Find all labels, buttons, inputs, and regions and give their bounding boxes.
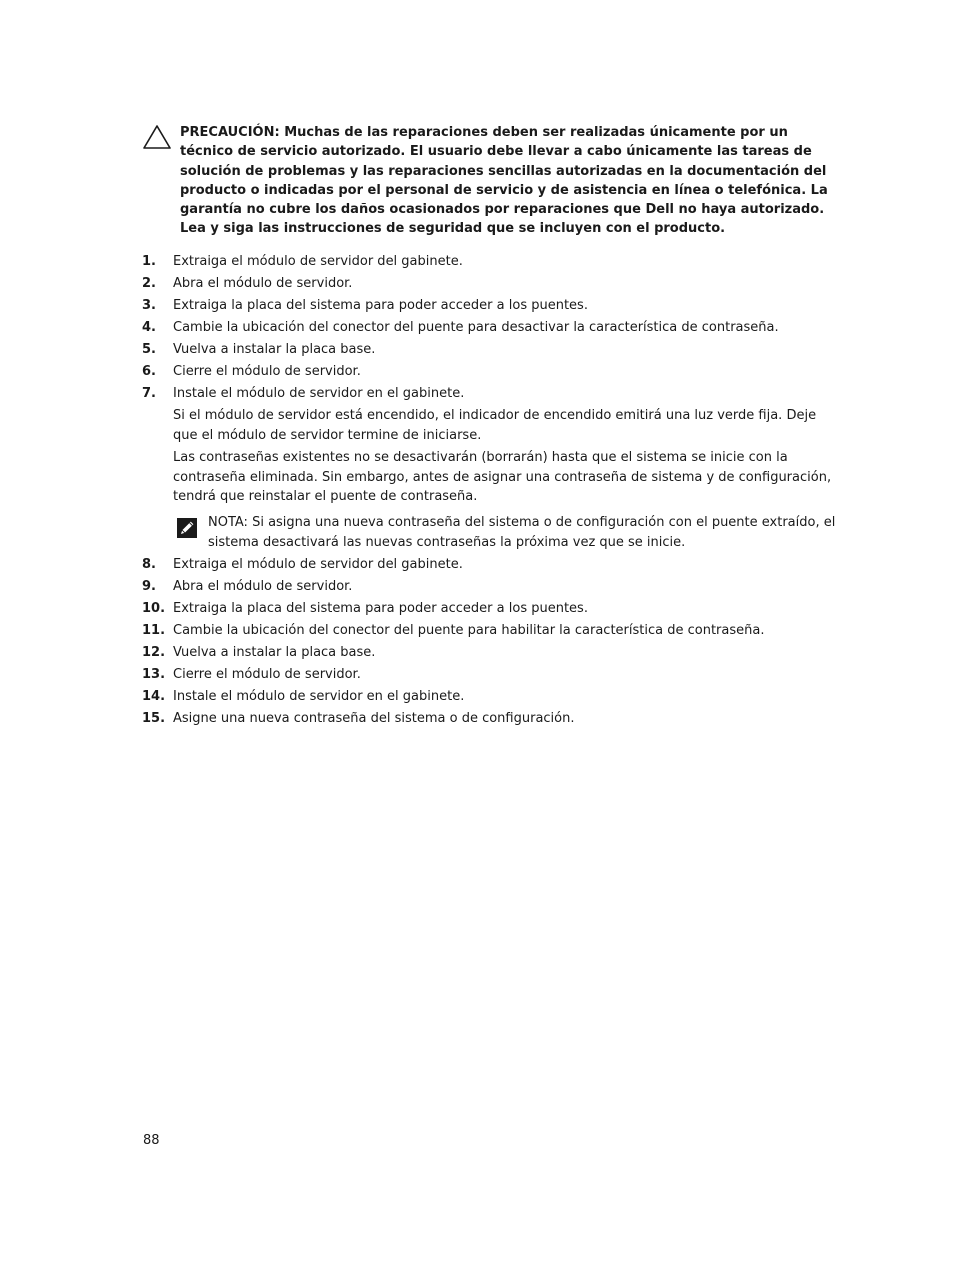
list-item [142, 362, 842, 382]
step-number: 4. [142, 320, 156, 335]
step-text: Abra el módulo de servidor. [173, 276, 353, 291]
step-text: Abra el módulo de servidor. [173, 578, 353, 594]
step-number: 2. [142, 276, 156, 291]
step-paragraph: Las contraseñas existentes no se desactivarán (borrarán) hasta que el sistema se inicie con la contraseña eliminada. Sin embargo, antes de asignar una contraseña de sistema y de configuración, tendrá que reinstalar el puente de contraseña. [173, 450, 832, 504]
list-item [142, 340, 842, 360]
step-text: Cierre el módulo de servidor. [173, 364, 361, 379]
step-number: 15. [142, 710, 166, 726]
step-number: 8. [142, 556, 156, 572]
list-item [142, 274, 842, 294]
procedure-steps [142, 252, 842, 731]
step-number: 7. [142, 386, 156, 401]
list-item [142, 709, 842, 729]
note-text [208, 513, 842, 553]
step-number: 13. [142, 666, 166, 682]
step-number: 10. [142, 600, 166, 616]
page-number: 88 [143, 1133, 160, 1148]
list-item [142, 555, 842, 575]
step-text: Vuelva a instalar la placa base. [173, 644, 376, 660]
step-text: Cierre el módulo de servidor. [173, 666, 361, 682]
list-item [142, 252, 842, 272]
step-text: Instale el módulo de servidor en el gabinete. [173, 688, 465, 704]
caution-text: PRECAUCIÓN: Muchas de las reparaciones deben ser realizadas únicamente por un técnico de servicio autorizado. El usuario debe llevar a cabo únicamente las tareas de solución de problemas y las reparaciones sencillas autorizadas en la documentación del producto o indicadas por el personal de servicio y de asistencia en línea o telefónica. La garantía no cubre los daños ocasionados por reparaciones que Dell no haya autorizado. Lea y siga las instrucciones de seguridad que se incluyen con el producto. [180, 125, 828, 237]
step-number: 6. [142, 364, 156, 379]
list-item [142, 577, 842, 597]
step-number: 3. [142, 298, 156, 313]
step-text: Cambie la ubicación del conector del puente para desactivar la característica de contraseña. [173, 320, 779, 335]
list-item [142, 665, 842, 685]
list-item [142, 296, 842, 316]
step-number: 9. [142, 578, 156, 594]
step-number: 5. [142, 342, 156, 357]
step-number: 14. [142, 688, 166, 704]
list-item [142, 621, 842, 641]
list-item [142, 384, 842, 404]
step-number: 1. [142, 254, 156, 269]
step-text: Extraiga la placa del sistema para poder acceder a los puentes. [173, 600, 588, 616]
step-text: Cambie la ubicación del conector del puente para habilitar la característica de contraseña. [173, 622, 765, 638]
step-text: Asigne una nueva contraseña del sistema o de configuración. [173, 710, 575, 726]
note-notice [176, 513, 842, 553]
list-item [142, 687, 842, 707]
list-item [142, 318, 842, 338]
warning-triangle-icon [142, 123, 172, 151]
list-item [142, 599, 842, 619]
step-number: 11. [142, 622, 166, 638]
note-label: NOTA: [208, 514, 248, 530]
step-text: Extraiga el módulo de servidor del gabinete. [173, 556, 463, 572]
step-text: Instale el módulo de servidor en el gabinete. [173, 386, 465, 401]
note-pencil-icon [176, 517, 198, 539]
step-paragraph: Si el módulo de servidor está encendido, el indicador de encendido emitirá una luz verde fija. Deje que el módulo de servidor termine de iniciarse. [173, 408, 817, 443]
caution-notice [142, 123, 842, 239]
step-number: 12. [142, 644, 166, 660]
step-text: Extraiga la placa del sistema para poder acceder a los puentes. [173, 298, 588, 313]
step-text: Vuelva a instalar la placa base. [173, 342, 376, 357]
note-content: Si asigna una nueva contraseña del sistema o de configuración con el puente extraído, el sistema desactivará las nuevas contraseñas la próxima vez que se inicie. [208, 514, 836, 550]
step-text: Extraiga el módulo de servidor del gabinete. [173, 254, 463, 269]
list-item [142, 643, 842, 663]
